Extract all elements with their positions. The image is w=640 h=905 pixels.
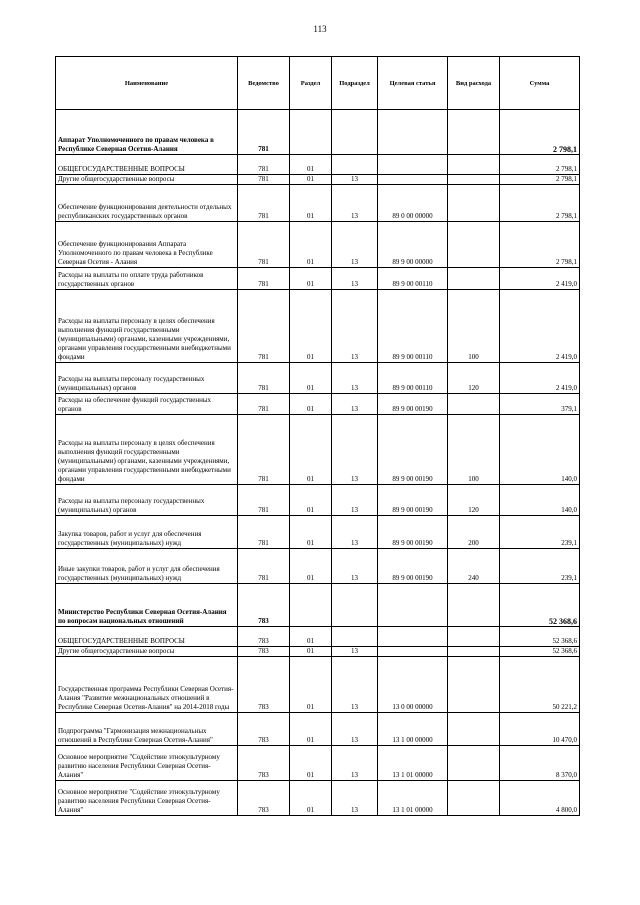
cell-section: 01	[290, 415, 332, 485]
cell-target-article: 89 9 00 00000	[378, 222, 448, 268]
cell-amount: 52 368,6	[500, 584, 580, 627]
cell-expense-type: 240	[448, 549, 500, 584]
cell-section	[290, 110, 332, 155]
cell-department: 783	[238, 713, 290, 746]
cell-section: 01	[290, 175, 332, 185]
table-row	[56, 290, 580, 363]
cell-department: 781	[238, 394, 290, 415]
cell-target-article: 89 0 00 00000	[378, 185, 448, 222]
cell-department: 783	[238, 647, 290, 657]
cell-section: 01	[290, 627, 332, 647]
cell-section: 01	[290, 647, 332, 657]
cell-expense-type	[448, 394, 500, 415]
cell-expense-type	[448, 110, 500, 155]
cell-department: 783	[238, 627, 290, 647]
cell-expense-type	[448, 222, 500, 268]
cell-subsection: 13	[332, 713, 378, 746]
header-section: Раздел	[290, 57, 332, 110]
cell-name: Расходы на выплаты персоналу государственных (муниципальных) органов	[56, 485, 238, 516]
cell-subsection: 13	[332, 175, 378, 185]
table-header-row	[56, 57, 580, 110]
cell-department: 781	[238, 290, 290, 363]
cell-expense-type: 100	[448, 415, 500, 485]
cell-subsection: 13	[332, 185, 378, 222]
cell-target-article	[378, 584, 448, 627]
cell-subsection	[332, 584, 378, 627]
table-row	[56, 155, 580, 175]
table-row	[56, 657, 580, 713]
cell-section: 01	[290, 290, 332, 363]
cell-target-article: 89 9 00 00110	[378, 268, 448, 290]
cell-name: Расходы на выплаты персоналу в целях обеспечения выполнения функций государственными (муниципальными) органами, казенными учреждениями, органами управления государственными внебюджетными фондами	[56, 290, 238, 363]
cell-amount: 2 419,0	[500, 268, 580, 290]
table-row	[56, 222, 580, 268]
cell-name: Основное мероприятие "Содействие этнокультурному развитию населения Республики Северная Осетия-Алания"	[56, 781, 238, 816]
cell-department: 781	[238, 110, 290, 155]
cell-expense-type	[448, 584, 500, 627]
cell-department: 783	[238, 657, 290, 713]
cell-amount: 140,0	[500, 415, 580, 485]
cell-amount: 2 798,1	[500, 175, 580, 185]
cell-name: Государственная программа Республики Северная Осетия-Алания "Развитие межнациональных отношений в Республике Северная Осетия-Алания" на 2014-2018 годы	[56, 657, 238, 713]
cell-amount: 2 798,1	[500, 155, 580, 175]
cell-subsection	[332, 110, 378, 155]
cell-expense-type	[448, 713, 500, 746]
cell-subsection: 13	[332, 647, 378, 657]
table-row	[56, 268, 580, 290]
cell-section	[290, 584, 332, 627]
cell-section: 01	[290, 549, 332, 584]
cell-name: ОБЩЕГОСУДАРСТВЕННЫЕ ВОПРОСЫ	[56, 155, 238, 175]
cell-subsection: 13	[332, 290, 378, 363]
cell-target-article: 13 1 00 00000	[378, 713, 448, 746]
header-expense-type: Вид расхода	[448, 57, 500, 110]
header-name: Наименование	[56, 57, 238, 110]
cell-section: 01	[290, 746, 332, 781]
cell-expense-type	[448, 627, 500, 647]
cell-section: 01	[290, 268, 332, 290]
cell-amount: 140,0	[500, 485, 580, 516]
cell-section: 01	[290, 155, 332, 175]
cell-subsection	[332, 155, 378, 175]
cell-subsection: 13	[332, 485, 378, 516]
table-row	[56, 394, 580, 415]
header-department: Ведомство	[238, 57, 290, 110]
cell-name: Расходы на выплаты персоналу в целях обеспечения выполнения функций государственными (муниципальными) органами, казенными учреждениями, органами управления государственными внебюджетными фондами	[56, 415, 238, 485]
cell-name: Обеспечение функционирования Аппарата Уполномоченного по правам человека в Республике Северная Осетия - Алания	[56, 222, 238, 268]
cell-expense-type: 200	[448, 516, 500, 549]
table-row	[56, 175, 580, 185]
table-row	[56, 363, 580, 394]
cell-expense-type	[448, 657, 500, 713]
cell-department: 781	[238, 268, 290, 290]
cell-section: 01	[290, 394, 332, 415]
cell-subsection: 13	[332, 746, 378, 781]
cell-expense-type	[448, 268, 500, 290]
cell-target-article: 89 9 00 00190	[378, 516, 448, 549]
table-row	[56, 627, 580, 647]
table-row	[56, 746, 580, 781]
cell-subsection: 13	[332, 516, 378, 549]
cell-target-article	[378, 175, 448, 185]
cell-name: Расходы на обеспечение функций государственных органов	[56, 394, 238, 415]
table-row	[56, 185, 580, 222]
cell-subsection: 13	[332, 415, 378, 485]
cell-expense-type: 100	[448, 290, 500, 363]
table-row	[56, 647, 580, 657]
cell-target-article: 89 9 00 00190	[378, 415, 448, 485]
table-row	[56, 781, 580, 816]
cell-target-article	[378, 155, 448, 175]
cell-target-article: 89 9 00 00110	[378, 290, 448, 363]
cell-department: 781	[238, 485, 290, 516]
header-amount: Сумма	[500, 57, 580, 110]
cell-name: Основное мероприятие "Содействие этнокультурному развитию населения Республики Северная Осетия-Алания"	[56, 746, 238, 781]
cell-target-article	[378, 110, 448, 155]
cell-target-article: 13 1 01 00000	[378, 746, 448, 781]
cell-amount: 2 798,1	[500, 110, 580, 155]
cell-target-article	[378, 647, 448, 657]
table-row	[56, 549, 580, 584]
cell-name: Обеспечение функционирования деятельности отдельных республиканских государственных органов	[56, 185, 238, 222]
cell-department: 783	[238, 584, 290, 627]
cell-section: 01	[290, 485, 332, 516]
cell-amount: 379,1	[500, 394, 580, 415]
cell-department: 781	[238, 516, 290, 549]
cell-name: Другие общегосударственные вопросы	[56, 175, 238, 185]
table-row	[56, 516, 580, 549]
cell-department: 781	[238, 363, 290, 394]
cell-subsection: 13	[332, 549, 378, 584]
header-target-article: Целевая статья	[378, 57, 448, 110]
cell-expense-type	[448, 185, 500, 222]
cell-subsection: 13	[332, 657, 378, 713]
cell-amount: 52 368,6	[500, 627, 580, 647]
page-number: 113	[313, 24, 327, 34]
cell-department: 781	[238, 415, 290, 485]
cell-section: 01	[290, 222, 332, 268]
header-subsection: Подраздел	[332, 57, 378, 110]
cell-name: Иные закупки товаров, работ и услуг для обеспечения государственных (муниципальных) нужд	[56, 549, 238, 584]
cell-name: Расходы на выплаты по оплате труда работников государственных органов	[56, 268, 238, 290]
cell-amount: 52 368,6	[500, 647, 580, 657]
cell-department: 781	[238, 155, 290, 175]
table-row	[56, 110, 580, 155]
cell-name: Закупка товаров, работ и услуг для обеспечения государственных (муниципальных) нужд	[56, 516, 238, 549]
cell-amount: 2 798,1	[500, 185, 580, 222]
cell-amount: 10 470,0	[500, 713, 580, 746]
cell-expense-type	[448, 781, 500, 816]
cell-department: 783	[238, 746, 290, 781]
cell-section: 01	[290, 781, 332, 816]
cell-amount: 8 370,0	[500, 746, 580, 781]
cell-target-article: 89 9 00 00190	[378, 485, 448, 516]
cell-expense-type	[448, 175, 500, 185]
cell-amount: 4 800,0	[500, 781, 580, 816]
cell-expense-type	[448, 647, 500, 657]
cell-expense-type: 120	[448, 485, 500, 516]
cell-name: Министерство Республики Северная Осетия-Алания по вопросам национальных отношений	[56, 584, 238, 627]
cell-amount: 2 419,0	[500, 363, 580, 394]
table-row	[56, 485, 580, 516]
cell-target-article: 13 1 01 00000	[378, 781, 448, 816]
cell-subsection: 13	[332, 222, 378, 268]
cell-amount: 2 798,1	[500, 222, 580, 268]
cell-subsection: 13	[332, 268, 378, 290]
cell-target-article: 89 9 00 00190	[378, 549, 448, 584]
table-row	[56, 415, 580, 485]
budget-table	[55, 56, 580, 816]
cell-department: 781	[238, 549, 290, 584]
cell-section: 01	[290, 713, 332, 746]
cell-expense-type	[448, 155, 500, 175]
cell-department: 781	[238, 185, 290, 222]
cell-section: 01	[290, 657, 332, 713]
cell-department: 783	[238, 781, 290, 816]
cell-target-article	[378, 627, 448, 647]
cell-amount: 50 221,2	[500, 657, 580, 713]
table-row	[56, 584, 580, 627]
cell-department: 781	[238, 175, 290, 185]
cell-amount: 2 419,0	[500, 290, 580, 363]
cell-subsection: 13	[332, 363, 378, 394]
cell-amount: 239,1	[500, 516, 580, 549]
cell-name: ОБЩЕГОСУДАРСТВЕННЫЕ ВОПРОСЫ	[56, 627, 238, 647]
cell-subsection: 13	[332, 781, 378, 816]
cell-subsection: 13	[332, 394, 378, 415]
cell-name: Другие общегосударственные вопросы	[56, 647, 238, 657]
cell-amount: 239,1	[500, 549, 580, 584]
cell-name: Подпрограмма "Гармонизация межнациональных отношений в Республике Северная Осетия-Алания"	[56, 713, 238, 746]
cell-expense-type	[448, 746, 500, 781]
cell-section: 01	[290, 363, 332, 394]
cell-section: 01	[290, 516, 332, 549]
cell-department: 781	[238, 222, 290, 268]
cell-name: Аппарат Уполномоченного по правам человека в Республике Северная Осетия-Алания	[56, 110, 238, 155]
cell-subsection	[332, 627, 378, 647]
table-row	[56, 713, 580, 746]
cell-name: Расходы на выплаты персоналу государственных (муниципальных) органов	[56, 363, 238, 394]
table-body	[56, 110, 580, 816]
cell-expense-type: 120	[448, 363, 500, 394]
cell-target-article: 13 0 00 00000	[378, 657, 448, 713]
cell-target-article: 89 9 00 00110	[378, 363, 448, 394]
cell-target-article: 89 9 00 00190	[378, 394, 448, 415]
cell-section: 01	[290, 185, 332, 222]
